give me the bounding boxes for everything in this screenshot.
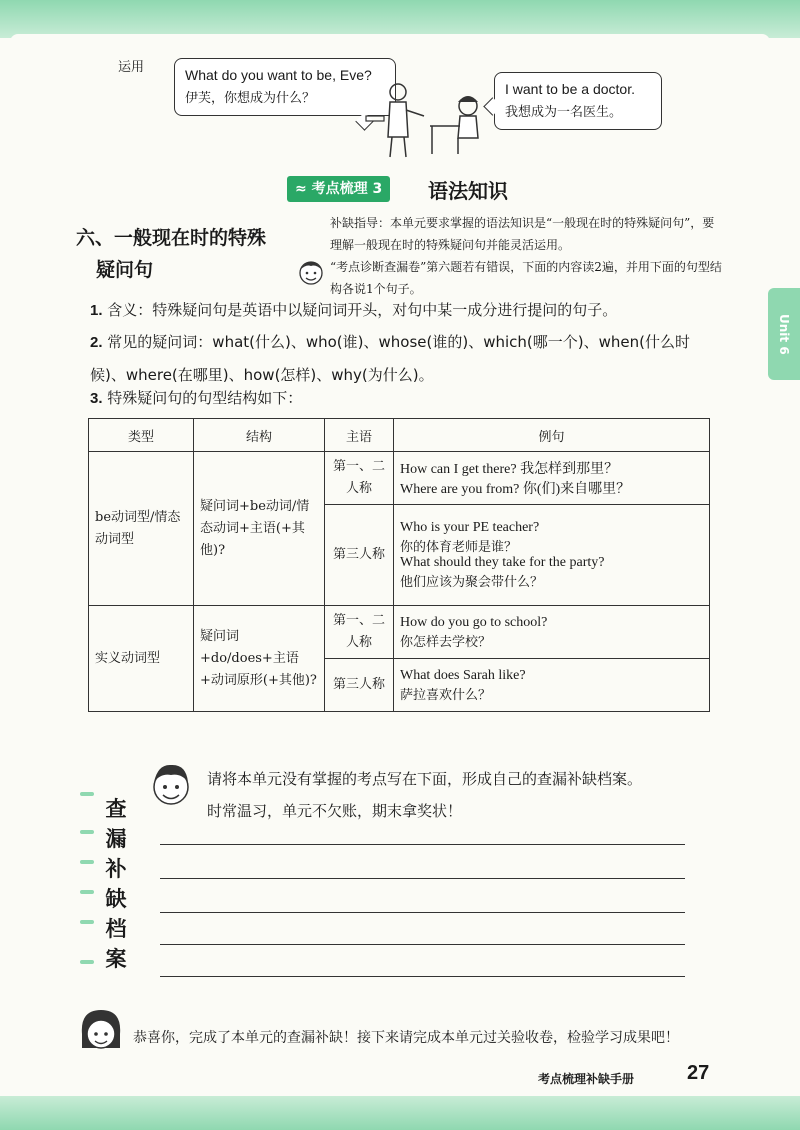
subject-cell: 第三人称: [325, 659, 394, 712]
example-line: How can I get there? 我怎样到那里？: [400, 462, 619, 477]
header-example: 例句: [394, 419, 710, 452]
bubble-answer-en: I want to be a doctor.: [505, 81, 635, 97]
footer-book-label: 考点梳理补缺手册: [538, 1072, 635, 1086]
guide-paragraph-1: 补缺指导：本单元要求掌握的语法知识是“一般现在时的特殊疑问句”，要理解一般现在时的特殊疑问句并能灵活运用。: [330, 216, 715, 252]
bubble-question-zh: 伊芙，你想成为什么？: [185, 91, 316, 106]
header-type: 类型: [89, 419, 194, 452]
archive-title: [103, 794, 129, 974]
example-line: 你怎样去学校？: [400, 634, 492, 650]
heading-line-2: 疑问句: [96, 259, 154, 281]
point-1: [90, 294, 720, 327]
structure-cell: 疑问词+do/does+主语+动词原形(+其他)?: [194, 606, 325, 712]
writing-line[interactable]: [160, 912, 685, 913]
example-line: Who is your PE teacher?: [400, 520, 540, 535]
boy-avatar-icon: [148, 760, 194, 810]
page-number: 27: [687, 1062, 710, 1084]
archive-char: 漏: [105, 827, 127, 851]
heading-line-1: 六、一般现在时的特殊: [76, 227, 267, 249]
point-2-text: 常见的疑问词：what(什么)、who(谁)、whose(谁的)、which(哪一个)、when(什么时候)、where(在哪里)、how(怎样)、why(为什么)。: [90, 333, 690, 384]
table-header-row: [89, 419, 710, 452]
archive-char: 档: [105, 917, 127, 941]
boy-face-icon: [296, 256, 326, 288]
point-1-number: 1.: [90, 302, 103, 319]
point-3: [90, 382, 720, 415]
example-line: What does Sarah like?: [400, 667, 526, 683]
writing-line[interactable]: [160, 878, 685, 879]
decor-dash: [80, 890, 94, 894]
archive-char: 案: [105, 947, 127, 971]
example-line: Where are you from? 你(们)来自哪里？: [400, 482, 631, 497]
type-cell: 实义动词型: [89, 606, 194, 712]
study-guide: [330, 212, 722, 300]
point-3-number: 3.: [90, 390, 103, 407]
teacher-student-illustration: [360, 82, 500, 160]
usage-label: 运用: [118, 60, 145, 75]
subject-cell: 第一、二人称: [325, 452, 394, 505]
decor-dash: [80, 920, 94, 924]
archive-text-line-2: 时常温习，单元不欠账，期末拿奖状！: [207, 802, 463, 820]
structure-cell: 疑问词+be动词/情态动词+主语(+其他)?: [194, 452, 325, 606]
decor-dash: [80, 830, 94, 834]
speech-bubble-answer: [494, 72, 662, 130]
girl-avatar-icon: [76, 1004, 126, 1060]
header-structure: 结构: [194, 419, 325, 452]
archive-char: 补: [105, 857, 127, 881]
writing-line[interactable]: [160, 976, 685, 977]
grammar-heading: [76, 222, 266, 286]
section-banner: ≈ 考点梳理 3: [287, 176, 390, 202]
example-line: 你的体育老师是谁？: [400, 540, 518, 555]
example-cell: [394, 452, 710, 505]
decor-dash: [80, 792, 94, 796]
example-line: What should they take for the party?: [400, 555, 605, 570]
sentence-pattern-table: [88, 418, 710, 712]
point-1-text: 含义：特殊疑问句是英语中以疑问词开头，对句中某一成分进行提问的句子。: [107, 301, 618, 319]
example-line: 他们应该为聚会带什么？: [400, 575, 544, 590]
section-title: 语法知识: [428, 179, 508, 203]
subject-cell: 第一、二人称: [325, 606, 394, 659]
bubble-question-en: What do you want to be, Eve?: [185, 67, 372, 83]
archive-char: 缺: [105, 887, 127, 911]
archive-char: 查: [105, 797, 127, 821]
point-3-text: 特殊疑问句的句型结构如下：: [107, 389, 303, 407]
table-row: [89, 452, 710, 505]
unit-side-tab: Unit 6: [768, 288, 800, 380]
bubble-answer-zh: 我想成为一名医生。: [505, 105, 623, 120]
guide-paragraph-2: “考点诊断查漏卷”第六题若有错误，下面的内容读2遍，并用下面的句型结构各说1个句子。: [330, 260, 722, 296]
example-cell: [394, 606, 710, 659]
table-row: [89, 606, 710, 659]
point-2-number: 2.: [90, 334, 103, 351]
example-line: How do you go to school?: [400, 614, 548, 630]
example-cell: [394, 659, 710, 712]
archive-instructions: [207, 763, 642, 827]
congrats-message: 恭喜你，完成了本单元的查漏补缺！接下来请完成本单元过关验收卷，检验学习成果吧！: [133, 1030, 679, 1046]
writing-line[interactable]: [160, 944, 685, 945]
bottom-decor-band: [0, 1096, 800, 1130]
decor-dash: [80, 960, 94, 964]
decor-dash: [80, 860, 94, 864]
writing-line[interactable]: [160, 844, 685, 845]
subject-cell: 第三人称: [325, 505, 394, 606]
top-decor-band: [0, 0, 800, 38]
header-subject: 主语: [325, 419, 394, 452]
example-line: 萨拉喜欢什么？: [400, 687, 492, 703]
type-cell: be动词型/情态动词型: [89, 452, 194, 606]
example-cell: [394, 505, 710, 606]
archive-text-line-1: 请将本单元没有掌握的考点写在下面，形成自己的查漏补缺档案。: [207, 770, 643, 788]
